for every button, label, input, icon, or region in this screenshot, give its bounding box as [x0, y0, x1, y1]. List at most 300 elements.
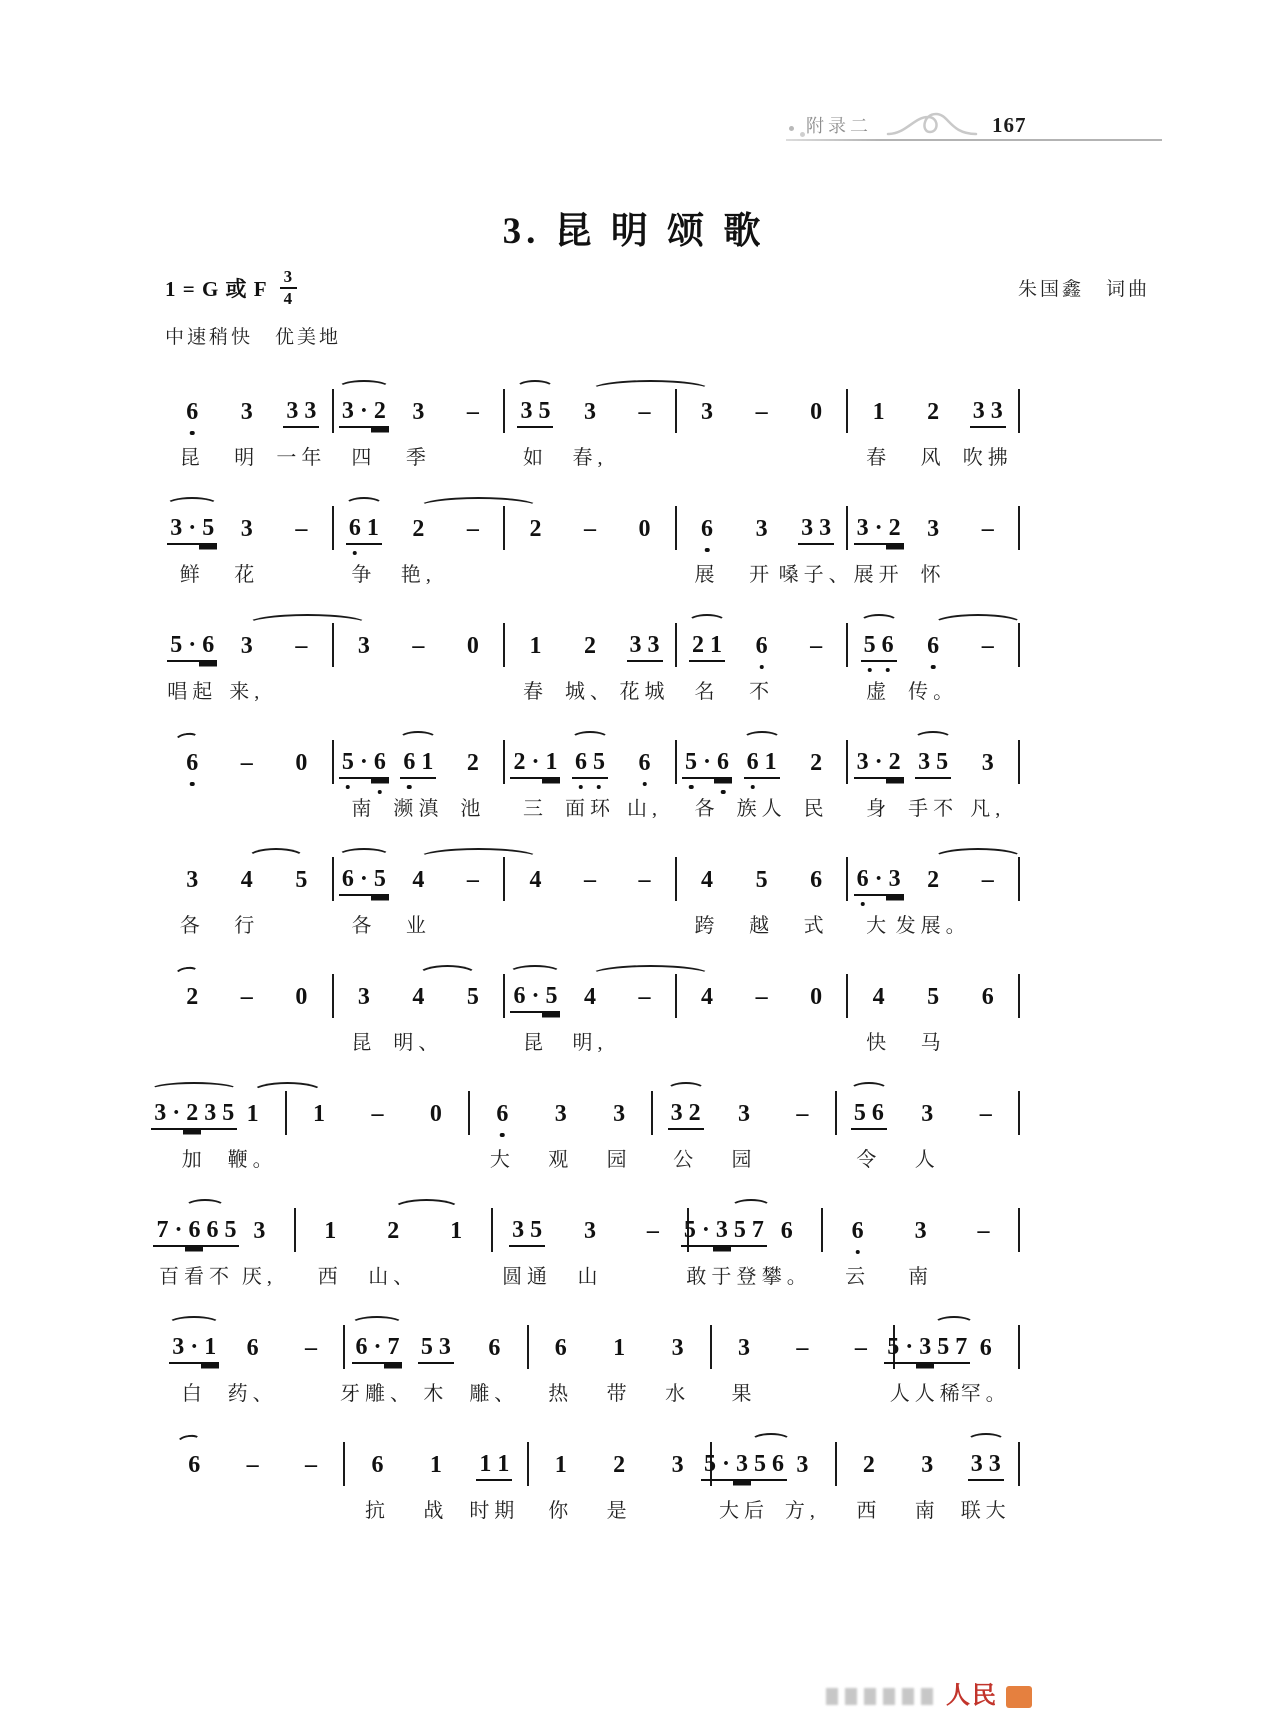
dot-glyph: ·: [171, 1215, 185, 1247]
lyric: 攀。: [761, 1266, 812, 1288]
barline: [340, 1331, 348, 1369]
note-figures: [526, 863, 544, 897]
note-token: [391, 980, 446, 1052]
note-token: [165, 746, 220, 818]
note-token: [851, 395, 906, 467]
barline-glyph: [846, 740, 848, 784]
note-token: [337, 863, 392, 935]
digit-glyph: 4: [529, 867, 542, 893]
lyric: 艳,: [400, 564, 436, 586]
note-token: [840, 1448, 898, 1520]
barline-glyph: [675, 740, 677, 784]
barline: [1015, 746, 1023, 784]
note-figures: [753, 629, 771, 663]
tie-arc: [933, 848, 1023, 868]
note-token: [789, 746, 844, 818]
note-token: [282, 1331, 340, 1403]
barline-glyph: [503, 389, 505, 433]
note-token: [473, 1097, 531, 1169]
note-token: [220, 512, 275, 584]
digit-glyph: 6: [979, 1335, 992, 1361]
slur-arc: [860, 614, 898, 629]
tie-continuation-arc: [174, 731, 200, 747]
note-figures: [509, 1214, 545, 1248]
lyric: 花: [234, 564, 260, 586]
note-token: [362, 1214, 425, 1286]
note-token: [960, 980, 1015, 1052]
dot-glyph: ·: [528, 747, 542, 779]
low-octave-dot: [642, 782, 647, 787]
note-token: [960, 512, 1015, 584]
digit-glyph: 6: [339, 864, 357, 896]
note-figures: [427, 1448, 445, 1482]
digit-glyph: 5: [927, 984, 940, 1010]
digit-glyph: 1: [494, 1449, 512, 1481]
digit-glyph: 0: [429, 1101, 442, 1127]
digit-glyph: 6: [510, 981, 528, 1013]
digit-glyph: 5: [466, 984, 479, 1010]
lyric: 人: [914, 1149, 940, 1171]
note-figures: [517, 395, 553, 429]
barline-glyph: [527, 1442, 529, 1486]
barline-glyph: [1018, 740, 1020, 784]
digit-glyph: 5: [590, 747, 608, 779]
barline-glyph: [675, 623, 677, 667]
lyric: 业: [405, 915, 431, 937]
note-token: [851, 980, 906, 1052]
note-token: [956, 1097, 1014, 1169]
note-figures: [400, 746, 436, 780]
note-token: [391, 863, 446, 935]
note-figures: [681, 1214, 767, 1248]
dot-glyph: ·: [872, 864, 886, 896]
digit-glyph: 3: [151, 1098, 169, 1130]
time-signature: [280, 268, 298, 308]
low-octave-dot: [689, 785, 694, 790]
dot-glyph: ·: [902, 1332, 916, 1364]
digit-glyph: 0: [295, 750, 308, 776]
dash-glyph: –: [466, 399, 479, 425]
note-figures: [493, 1097, 511, 1131]
note-token: [590, 1097, 648, 1169]
key-signature: [165, 268, 297, 308]
lyric: 民: [803, 798, 829, 820]
note-figures: [915, 746, 951, 780]
note-figures: [292, 863, 310, 897]
digit-glyph: 3: [627, 630, 645, 662]
lyric: 圆通: [502, 1266, 553, 1288]
dash-glyph: –: [295, 633, 308, 659]
note-figures: [355, 629, 373, 663]
barline-glyph: [821, 1208, 823, 1252]
digit-glyph: 2: [613, 1452, 626, 1478]
dash-glyph: –: [240, 984, 253, 1010]
barline: [818, 1214, 826, 1252]
note-token: [274, 863, 329, 935]
digit-glyph: 5: [199, 513, 217, 545]
note-figures: [970, 395, 1006, 429]
digit-glyph: 4: [701, 867, 714, 893]
digit-glyph: 1: [201, 1332, 219, 1364]
digit-glyph: 5: [701, 1449, 719, 1481]
digit-glyph: 3: [886, 864, 904, 896]
barline: [843, 512, 851, 550]
lyric: 联大: [960, 1500, 1011, 1522]
note-token: [446, 746, 501, 818]
digit-glyph: 5: [861, 630, 879, 662]
digit-glyph: 4: [701, 984, 714, 1010]
note-token: [960, 746, 1015, 818]
dot-glyph: ·: [357, 747, 371, 779]
lyric: 人人稀: [889, 1383, 965, 1405]
note-figures: [238, 395, 256, 429]
system-1: [165, 373, 1023, 467]
note-figures: [292, 629, 310, 663]
note-token: [715, 1331, 773, 1403]
dot-glyph: ·: [370, 1332, 384, 1364]
tempo-marking: 中速稍快 优美地: [165, 327, 342, 348]
note-token: [617, 512, 672, 584]
dash-glyph: –: [796, 1335, 809, 1361]
barline: [1015, 395, 1023, 433]
barline-glyph: [675, 506, 677, 550]
barline-glyph: [468, 1091, 470, 1135]
note-figures: [185, 1448, 203, 1482]
lyric: 虚: [866, 681, 892, 703]
digit-glyph: 3: [915, 747, 933, 779]
note-token: [348, 1448, 406, 1520]
note-figures: [979, 629, 997, 663]
barline-glyph: [503, 974, 505, 1018]
barline-glyph: [332, 389, 334, 433]
lyric: 吹拂: [962, 447, 1013, 469]
slur-arc: [934, 1316, 974, 1331]
dot-glyph: ·: [872, 747, 886, 779]
lyric: 公: [673, 1149, 699, 1171]
lyric: 山,: [627, 798, 663, 820]
digit-glyph: 3: [169, 1332, 187, 1364]
lyric: 来,: [229, 681, 265, 703]
lyric: 濒滇: [393, 798, 444, 820]
note-token: [156, 1214, 237, 1288]
barline-glyph: [503, 623, 505, 667]
note-token: [590, 1331, 648, 1403]
note-figures: [669, 1448, 687, 1482]
note-figures: [852, 1331, 870, 1365]
dash-glyph: –: [810, 633, 823, 659]
digit-glyph: 3: [240, 633, 253, 659]
barline-glyph: [1018, 506, 1020, 550]
digit-glyph: 5: [535, 396, 553, 428]
note-token: [274, 629, 329, 701]
page-number: 167: [992, 112, 1027, 137]
low-octave-dot: [705, 548, 710, 553]
note-token: [734, 629, 789, 701]
appendix-label: 附录二: [806, 116, 872, 136]
digit-glyph: 4: [412, 984, 425, 1010]
note-figures: [807, 746, 825, 780]
note-token: [906, 395, 961, 467]
note-figures: [636, 863, 654, 897]
note-token: [508, 512, 563, 584]
dash-glyph: –: [466, 867, 479, 893]
note-token: [734, 863, 789, 935]
barline-glyph: [503, 740, 505, 784]
lyric: 各: [179, 915, 205, 937]
note-figures: [238, 512, 256, 546]
note-token: [337, 629, 392, 701]
note-figures: [169, 1331, 219, 1365]
lyric: 族人: [736, 798, 787, 820]
dash-glyph: –: [240, 750, 253, 776]
dash-glyph: –: [981, 633, 994, 659]
barline-glyph: [846, 389, 848, 433]
footer-watermark: [826, 1684, 1032, 1708]
note-figures: [526, 512, 544, 546]
note-figures: [183, 746, 201, 780]
dot-glyph: ·: [357, 864, 371, 896]
barline-glyph: [332, 974, 334, 1018]
note-token: [223, 1448, 281, 1520]
note-figures: [183, 395, 201, 429]
note-token: [446, 512, 501, 584]
note-token: [337, 746, 392, 818]
barline: [465, 1097, 473, 1135]
note-token: [734, 980, 789, 1052]
digit-glyph: 6: [753, 631, 771, 661]
dash-glyph: –: [583, 867, 596, 893]
lyric: 快: [866, 1032, 892, 1054]
digit-glyph: 3: [986, 1449, 1004, 1481]
digit-glyph: 3: [583, 1218, 596, 1244]
note-token: [425, 1214, 488, 1286]
barline: [843, 746, 851, 784]
lyric: 手不: [908, 798, 959, 820]
digit-glyph: 3: [201, 1098, 219, 1130]
dash-glyph: –: [638, 984, 651, 1010]
note-figures: [581, 863, 599, 897]
barline-glyph: [1018, 857, 1020, 901]
dash-glyph: –: [981, 516, 994, 542]
note-token: [683, 1214, 764, 1288]
lyric: 传。: [908, 681, 959, 703]
digit-glyph: 5: [851, 1098, 869, 1130]
note-figures: [346, 512, 382, 546]
dash-glyph: –: [246, 1452, 259, 1478]
meta-row: [165, 268, 1150, 308]
note-token: [956, 1448, 1014, 1520]
lyric: 如: [522, 447, 548, 469]
header-rule: [786, 139, 1162, 141]
slur-arc: [345, 497, 383, 512]
digit-glyph: 3: [738, 1335, 750, 1361]
digit-glyph: 2: [183, 1098, 201, 1130]
system-3: [165, 607, 1023, 701]
dash-glyph: –: [981, 867, 994, 893]
system-8: [156, 1192, 1023, 1288]
note-token: [337, 512, 392, 584]
note-figures: [476, 1448, 512, 1482]
note-token: [220, 395, 275, 467]
note-token: [446, 980, 501, 1052]
note-token: [898, 1448, 956, 1520]
lyric: 行: [234, 915, 260, 937]
note-figures: [610, 1097, 628, 1131]
lyric: 园: [731, 1149, 757, 1171]
note-figures: [485, 1331, 503, 1365]
digit-glyph: 3: [240, 516, 253, 542]
slur-arc: [850, 1082, 888, 1097]
note-token: [906, 746, 961, 818]
digit-glyph: 6: [493, 1099, 511, 1129]
lyric: 一年: [276, 447, 327, 469]
barline-glyph: [1018, 1091, 1020, 1135]
low-octave-dot: [931, 665, 936, 670]
lyric: 不: [749, 681, 775, 703]
digit-glyph: 5: [731, 1215, 749, 1247]
tie-arc: [418, 497, 539, 517]
tie-arc: [247, 848, 305, 868]
barline: [843, 980, 851, 1018]
low-octave-dot: [721, 790, 726, 795]
note-figures: [250, 1214, 268, 1248]
digit-glyph: 1: [364, 513, 382, 545]
note-token: [339, 1331, 415, 1405]
slur-arc: [351, 1316, 403, 1331]
barline: [500, 512, 508, 550]
lyric: 南: [351, 798, 377, 820]
note-token: [952, 1214, 1015, 1286]
slur-arc: [688, 614, 726, 629]
note-token: [680, 395, 735, 467]
note-token: [734, 395, 789, 467]
barline: [1015, 980, 1023, 1018]
digit-glyph: 5: [681, 1215, 699, 1247]
slur-arc: [399, 731, 437, 746]
note-figures: [778, 1214, 796, 1248]
digit-glyph: 0: [810, 984, 823, 1010]
barline: [500, 863, 508, 901]
note-figures: [918, 1448, 936, 1482]
tie-continuation-arc: [176, 1433, 202, 1449]
digit-glyph: 6: [981, 984, 994, 1010]
note-token: [563, 746, 618, 818]
lyric: 鞭。: [227, 1149, 278, 1171]
lyric: 木: [423, 1383, 449, 1405]
note-token: [755, 1214, 818, 1286]
digit-glyph: 6: [744, 747, 762, 779]
digit-glyph: 6: [572, 747, 590, 779]
note-token: [889, 1214, 952, 1286]
note-token: [656, 1097, 714, 1169]
note-token: [165, 1331, 223, 1403]
barline-glyph: [343, 1325, 345, 1369]
digit-glyph: 3: [701, 399, 714, 425]
digit-glyph: 3: [671, 1452, 684, 1478]
barline-glyph: [491, 1208, 493, 1252]
note-token: [617, 863, 672, 935]
dot-glyph: ·: [699, 1215, 713, 1247]
note-token: [617, 395, 672, 467]
barline-glyph: [846, 506, 848, 550]
note-token: [391, 746, 446, 818]
note-token: [840, 1097, 898, 1169]
composer-credit: 朱国鑫 词曲: [1017, 279, 1150, 301]
digit-glyph: 5: [219, 1098, 237, 1130]
note-token: [680, 746, 735, 818]
note-token: [274, 980, 329, 1052]
digit-glyph: 6: [199, 630, 217, 662]
barline-glyph: [675, 857, 677, 901]
barline-glyph: [294, 1208, 296, 1252]
barline: [648, 1097, 656, 1135]
note-token: [960, 629, 1015, 701]
note-figures: [698, 863, 716, 897]
lyric: 山: [577, 1266, 603, 1288]
note-figures: [153, 1214, 239, 1248]
note-token: [621, 1214, 684, 1286]
digit-glyph: 1: [324, 1218, 337, 1244]
digit-glyph: 3: [613, 1101, 626, 1127]
digit-glyph: 5: [682, 747, 700, 779]
lyric: 你: [548, 1500, 574, 1522]
barline: [291, 1214, 299, 1252]
lyric: 罕。: [960, 1383, 1011, 1405]
digit-glyph: 1: [246, 1101, 259, 1127]
lyric: 大: [866, 915, 892, 937]
barline: [1015, 1097, 1023, 1135]
low-octave-dot: [885, 668, 890, 673]
note-figures: [924, 395, 942, 429]
lyric: 各: [351, 915, 377, 937]
note-figures: [793, 1448, 811, 1482]
digit-glyph: 1: [476, 1449, 494, 1481]
note-figures: [636, 512, 654, 546]
digit-glyph: 1: [450, 1218, 463, 1244]
note-token: [299, 1214, 362, 1286]
note-figures: [552, 1331, 570, 1365]
note-token: [704, 1448, 785, 1522]
slur-arc: [743, 731, 781, 746]
dash-glyph: –: [305, 1452, 318, 1478]
lyric: 昆: [522, 1032, 548, 1054]
digit-glyph: 0: [295, 984, 308, 1010]
barline: [500, 395, 508, 433]
note-token: [165, 395, 220, 467]
note-figures: [238, 863, 256, 897]
note-token: [290, 1097, 348, 1169]
barline-glyph: [1018, 1442, 1020, 1486]
digit-glyph: 1: [542, 747, 560, 779]
lyric: 大后: [719, 1500, 769, 1522]
note-figures: [854, 746, 904, 780]
dash-glyph: –: [638, 399, 651, 425]
note-figures: [924, 863, 942, 897]
note-figures: [464, 629, 482, 663]
lyric: 怀: [920, 564, 946, 586]
digit-glyph: 5: [933, 747, 951, 779]
note-token: [496, 1214, 559, 1286]
slur-arc: [571, 731, 609, 746]
note-figures: [610, 1331, 628, 1365]
system-10: [165, 1426, 1023, 1520]
barline: [843, 629, 851, 667]
tonality-label: 1 = G 或 F: [165, 276, 268, 301]
note-token: [563, 512, 618, 584]
low-octave-dot: [378, 790, 383, 795]
lyric: 春: [522, 681, 548, 703]
note-figures: [464, 512, 482, 546]
